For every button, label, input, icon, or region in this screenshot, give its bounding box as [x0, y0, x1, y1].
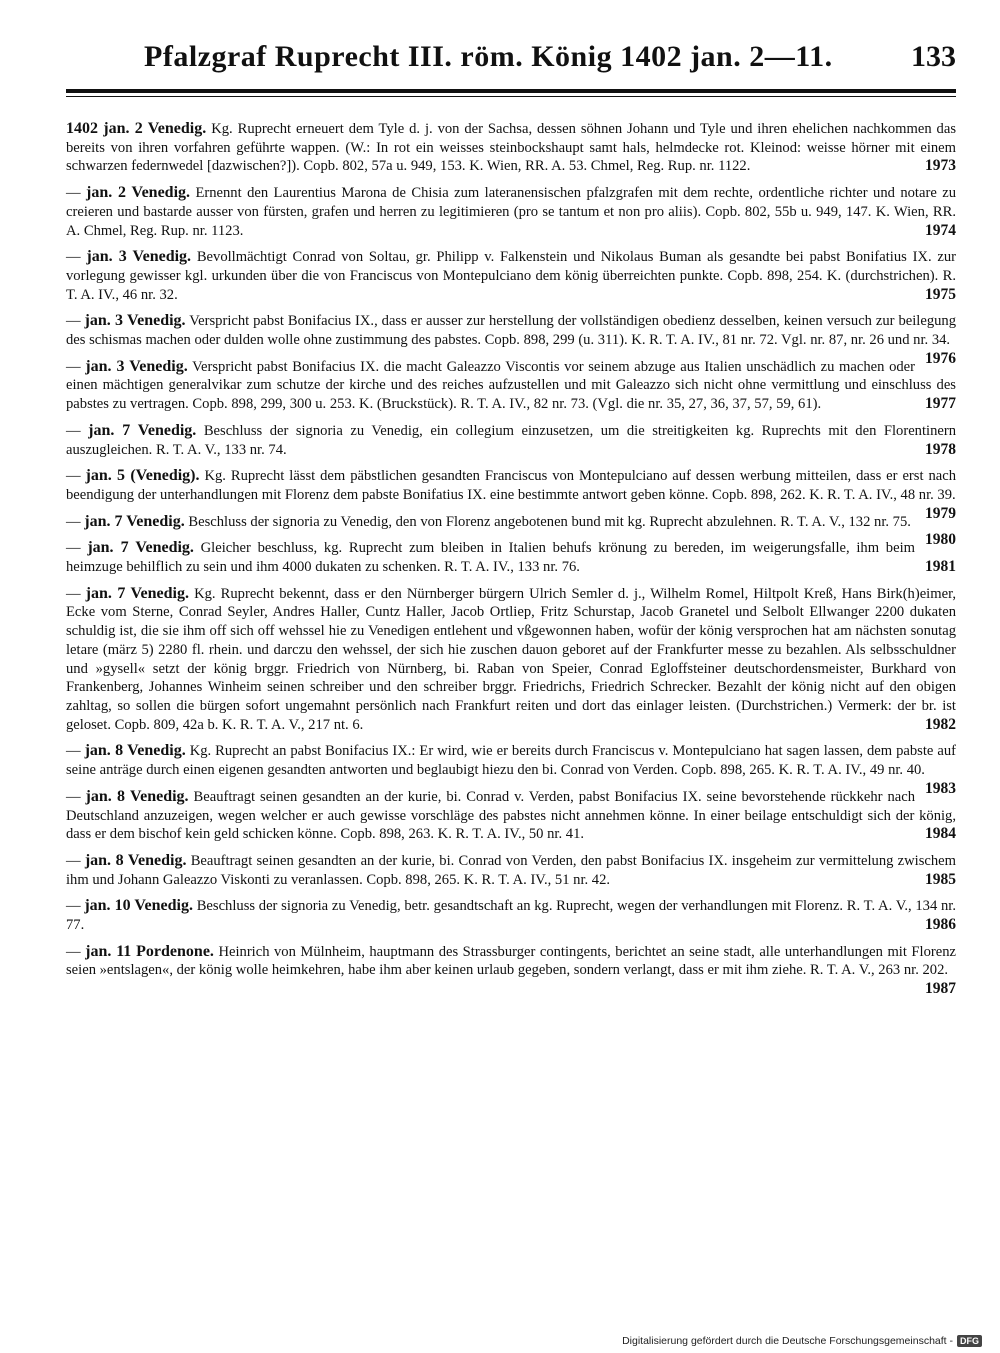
- header-rule-thin: [66, 96, 956, 97]
- regest-entry: [66, 742, 956, 797]
- entry-text: Beschluss der signoria zu Venedig, den von Florenz angebotenen bund mit kg. Ruprecht abzulehnen. R. T. A. V., 132 nr. 75.: [188, 513, 911, 530]
- entry-dash: —: [66, 852, 81, 869]
- entry-dash: —: [66, 249, 81, 266]
- entry-dash: —: [66, 585, 81, 602]
- entry-date-place: jan. 7 Venedig.: [85, 584, 189, 602]
- entry-number: 1976: [925, 349, 956, 367]
- entry-dash: —: [66, 513, 81, 530]
- entry-date-place: jan. 7 Venedig.: [88, 421, 197, 439]
- entry-dash: —: [66, 943, 81, 960]
- entry-date-place: jan. 7 Venedig.: [87, 539, 194, 557]
- entry-number: 1981: [925, 558, 956, 576]
- entry-date-place: 1402 jan. 2 Venedig.: [66, 120, 207, 137]
- footer-credit: [622, 1335, 982, 1347]
- entry-date-place: jan. 3 Venedig.: [84, 312, 186, 330]
- regest-entry: [66, 184, 956, 240]
- entry-number: 1987: [925, 980, 956, 998]
- entry-date-place: jan. 2 Venedig.: [86, 184, 191, 202]
- entry-number: 1984: [925, 825, 956, 843]
- entry-dash: —: [66, 898, 81, 915]
- entry-text: Gleicher beschluss, kg. Ruprecht zum bleiben in Italien behufs krönung zu bereden, im weigerungsfalle, ihm beim heimzuge behilflich zu sein und ihm 4000 dukaten zu schenken. R. T. A. IV., 133 nr. 76.: [66, 540, 915, 576]
- entry-number: 1978: [925, 440, 956, 458]
- entry-date-place: jan. 3 Venedig.: [85, 357, 188, 375]
- entry-text: Bevollmächtigt Conrad von Soltau, gr. Philipp v. Falkenstein und Nikolaus Buman als gesandte bei pabst Bonifatius IX. zur vorlegung gewisser kgl. urkunden über die von Franciscus von Montepulciano dem könig überreichten punkte. Copb. 898, 254. K. (durchstrichen). R. T. A. IV., 46 nr. 32.: [66, 249, 957, 303]
- entry-date-place: jan. 7 Venedig.: [84, 512, 185, 530]
- dfg-logo-icon: DFG: [957, 1335, 982, 1347]
- regest-entry: [66, 512, 956, 549]
- entry-number: 1985: [925, 870, 956, 888]
- entry-date-place: jan. 8 Venedig.: [84, 742, 186, 760]
- entry-number: 1979: [925, 504, 956, 522]
- regest-entry: [66, 942, 956, 998]
- header-rule-thick: [66, 89, 956, 93]
- entry-date-place: jan. 11 Pordenone.: [85, 942, 214, 960]
- page-header: [66, 40, 956, 80]
- regest-entry: [66, 852, 956, 889]
- entry-number: 1986: [925, 916, 956, 934]
- page-number: 133: [911, 40, 956, 73]
- regest-entry: [66, 312, 957, 367]
- entry-dash: —: [66, 313, 81, 330]
- entry-text: Verspricht pabst Bonifacius IX. die macht Galeazzo Viscontis vor seinem abzuge aus Italien unschädlich zu machen oder einen mächtigen generalvikar zum schutze der kirche und des reiches aufzustellen und mit Galeazzo sich nicht ohne vermittlung und einschluss des pabstes zu vertragen. Copb. 898, 299, 300 u. 253. K. (Bruckstück). R. T. A. IV., 82 nr. 73. (Vgl. die nr. 35, 27, 36, 37, 57, 59, 61).: [66, 358, 956, 413]
- entry-text: Kg. Ruprecht an pabst Bonifacius IX.: Er wird, wie er bereits durch Franciscus v. Montepulciano hat sagen lassen, dem pabste auf seine anträge durch einen eigenen gesandten antworten und beglaubigt hiezu den bi. Conrad von Verden. Copb. 898, 265. K. R. T. A. IV., 49 nr. 40.: [66, 743, 956, 779]
- entry-dash: —: [66, 185, 81, 202]
- entry-date-place: jan. 5 (Venedig).: [85, 467, 200, 485]
- entry-text: Kg. Ruprecht lässt dem päbstlichen gesandten Franciscus von Montepulciano auf dessen werbung mitteilen, dass er erst nach beendigung der unterhandlungen mit Florenz dem pabste Bonifatius IX. eine bestimmte antwort geben könne. Copb. 898, 262. K. R. T. A. IV., 48 nr. 39.: [66, 468, 956, 503]
- regest-entry: [66, 788, 956, 844]
- regest-entry: [66, 358, 956, 414]
- footer-text: Digitalisierung gefördert durch die Deutsche Forschungsgemeinschaft -: [622, 1335, 953, 1347]
- entry-number: 1980: [925, 531, 956, 549]
- entry-date-place: jan. 8 Venedig.: [85, 787, 189, 805]
- entry-dash: —: [66, 358, 81, 375]
- entry-text: Kg. Ruprecht bekennt, dass er den Nürnberger bürgern Ulrich Semler d. j., Wilhelm Romel, Hiltpolt Kreß, Hans Birk(h)eimer, Ecke vom Sterne, Conrad Seyler, Andres Haller, Cuntz Haller, Jacob Ortliep, Fritz Schurstap, Jacob Granetel und Selbolt Ellwanger 2200 dukaten schuldig ist, die sie ihm off sich off wehssel hie zu Venedigen entlehent und vßgewonnen haben, wofür der könig versprochen hat am nächsten sonutag letare (märz 5) 2280 fl. rhein. und darczu den wehssel, der sich hie zuschen dauon geboret auf der Frankfurter messe zu bezahlen. Als selbsschuldner und »gysell« setzt der könig brggr. Friedrich von Nürnberg, bi. Raban von Speier, Conrad Egloffsteiner deutschordensmeister, Burkhard von Frankenberg, Johannes Winheim seinen schreiber und den schreiber brggr. Friedrichs, Friedrich Schrecker. Bezahlt der könig nicht auf den obigen zahltag, so sollen die bürgen sofort ungemahnt persönlich nach Frankfurt reiten und dort das einlager leisten. (Durchstrichen.) Vermerk: der br. ist geloset. Copb. 809, 42a b. K. R. T. A. V., 217 nt. 6.: [66, 585, 956, 733]
- entry-dash: —: [66, 468, 81, 485]
- entry-text: Beauftragt seinen gesandten an der kurie, bi. Conrad v. Verden, pabst Bonifacius IX. seine bevorstehende rückkehr nach Deutschland anzuzeigen, wegen welcher er auch gewisse vorschläge des pabstes nicht annehmen könne. In einer beilage entschuldigt sich der könig, dass er dem bischof kein geld schicken könne. Copb. 898, 263. K. R. T. A. IV., 50 nr. 41.: [66, 788, 956, 843]
- entry-number: 1977: [925, 395, 956, 413]
- entry-text: Kg. Ruprecht erneuert dem Tyle d. j. von der Sachsa, dessen söhnen Johann und Tyle und ihren ehelichen nachkommen das bereits von ihren vorfahren geführte wappen. (W.: In rot ein weisses steinbockshaupt samt hals, helmdecke rot. Kleinod: weisse hörner mit einem schwarzen federnwedel [dazwischen?]). Copb. 802, 57a u. 949, 153. K. Wien, RR. A. 53. Chmel, Reg. Rup. nr. 1122.: [66, 121, 957, 175]
- entry-dash: —: [66, 540, 81, 557]
- entry-number: 1974: [925, 221, 956, 239]
- entry-text: Verspricht pabst Bonifacius IX., dass er ausser zur herstellung der vollständigen obedienz desselben, keinen versuch zur beilegung des schismas machen oder dulden wolle ohne zustimmung des pabstes. Copb. 898, 299 (u. 311). K. R. T. A. IV., 81 nr. 72. Vgl. nr. 87, nr. 26 und nr. 34.: [66, 313, 957, 349]
- entry-text: Beschluss der signoria zu Venedig, betr. gesandtschaft an kg. Ruprecht, wegen der verhandlungen mit Florenz. R. T. A. V., 134 nr. 77.: [66, 898, 956, 934]
- regest-entry: [66, 585, 956, 735]
- entry-number: 1982: [925, 715, 956, 733]
- entry-dash: —: [66, 743, 81, 760]
- entry-date-place: jan. 8 Venedig.: [84, 851, 187, 869]
- entry-number: 1983: [925, 779, 956, 797]
- entry-number: 1975: [925, 285, 956, 303]
- entry-text: Beauftragt seinen gesandten an der kurie, bi. Conrad von Verden, den pabst Bonifacius IX. insgeheim zur vermittelung zwischem ihm und Johann Galeazzo Viskonti zu veranlassen. Copb. 898, 265. K. R. T. A. IV., 51 nr. 42.: [66, 852, 957, 888]
- entry-text: Heinrich von Mülnheim, hauptmann des Strassburger contingents, berichtet an seine stadt, alle unterhandlungen mit Florenz seien »entslagen«, der könig wolle heimkehren, habe ihm aber keinen urlaub gegeben, sondern verlangt, dass er mit ihm ziehe. R. T. A. V., 263 nr. 202.: [66, 943, 956, 979]
- regest-entry: [66, 120, 956, 176]
- entry-dash: —: [66, 422, 81, 439]
- regest-entry: [66, 422, 956, 459]
- entry-dash: —: [66, 788, 81, 805]
- running-title: Pfalzgraf Ruprecht III. röm. König 1402 jan. 2—11.: [144, 40, 833, 73]
- entry-number: 1973: [925, 157, 956, 175]
- entry-date-place: jan. 10 Venedig.: [84, 897, 193, 915]
- entry-text: Ernennt den Laurentius Marona de Chisia zum lateranensischen pfalzgrafen mit dem rechte, ordentliche richter und notare zu creieren und bastarde ausser von fürsten, grafen und herren zu legitimieren (pro se tantum et non pro aliis). Copb. 802, 55b u. 949, 147. K. Wien, RR. A. Chmel, Reg. Rup. nr. 1123.: [66, 185, 956, 239]
- entry-text: Beschluss der signoria zu Venedig, ein collegium einzusetzen, um die streitigkeiten kg. Ruprechts mit den Florentinern auszugleichen. R. T. A. V., 133 nr. 74.: [66, 422, 957, 458]
- regest-entries: [66, 120, 956, 999]
- regest-entry: [66, 897, 956, 934]
- regest-entry: [66, 248, 956, 304]
- entry-date-place: jan. 3 Venedig.: [86, 248, 192, 266]
- regest-entry: [66, 539, 956, 576]
